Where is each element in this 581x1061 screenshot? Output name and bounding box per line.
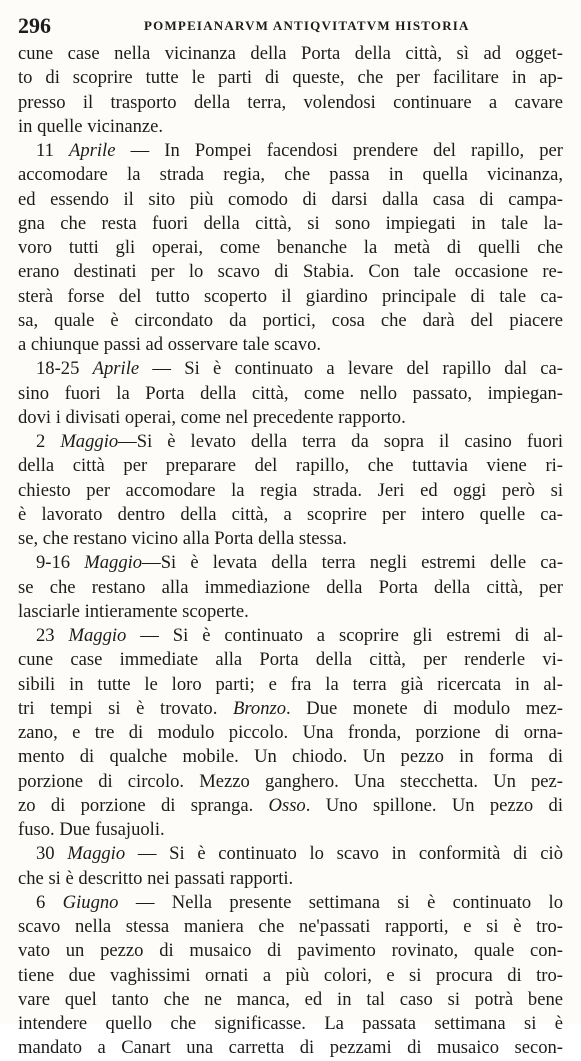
text-line bbox=[18, 527, 563, 551]
text-line bbox=[18, 42, 563, 66]
text-span: cune case nella vicinanza della Porta della città, sì ad ogget- bbox=[18, 43, 563, 64]
paragraph bbox=[18, 842, 563, 891]
text-span: zo di porzione di spranga. bbox=[18, 794, 269, 816]
text-line bbox=[18, 236, 563, 260]
text-line bbox=[18, 479, 563, 503]
text-span: — Si è continuato a levare del rapillo dal ca- bbox=[139, 358, 563, 380]
text-span: presso il trasporto della terra, volendosi continuare a cavare bbox=[18, 91, 563, 113]
text-span: — In Pompei facendosi prendere del rapillo, per bbox=[115, 140, 563, 161]
text-span: to di scoprire tutte le parti di queste, che per facilitare in ap- bbox=[18, 67, 563, 89]
text-span: —Si è levata della terra negli estremi delle ca- bbox=[142, 552, 563, 574]
text-span: sibili in tutte le loro parti; e fra la terra già ricercata in al- bbox=[18, 673, 563, 695]
text-line bbox=[18, 454, 563, 478]
text-line bbox=[18, 939, 563, 963]
text-line bbox=[18, 600, 563, 624]
body-text bbox=[18, 42, 563, 1061]
text-line bbox=[18, 648, 563, 672]
text-line bbox=[18, 260, 563, 284]
text-line bbox=[18, 285, 563, 309]
text-span: zano, e tre di modulo piccolo. Una fronda, porzione di orna- bbox=[18, 722, 563, 743]
text-line bbox=[18, 163, 563, 187]
text-line bbox=[18, 770, 563, 794]
text-span: intendere quello che significasse. La passata settimana si è bbox=[18, 1013, 563, 1034]
text-span: fuso. Due fusajuoli. bbox=[18, 819, 165, 840]
text-line bbox=[18, 1012, 563, 1036]
paragraph bbox=[18, 42, 563, 139]
text-span: della città per preparare del rapillo, che tuttavia viene ri- bbox=[18, 455, 563, 477]
text-span: sa, quale è circondato da portici, cosa che darà del piacere bbox=[18, 309, 563, 331]
text-span: — Si è continuato lo scavo in conformità di ciò bbox=[125, 843, 563, 865]
text-span: chiesto per accomodare la regia strada. Jeri ed oggi però si bbox=[18, 479, 563, 501]
text-line bbox=[18, 212, 563, 236]
text-span: gna che resta fuori della città, si sono impiegati in tale la- bbox=[18, 212, 563, 234]
text-span: lasciarle intieramente scoperte. bbox=[18, 600, 249, 622]
text-line bbox=[18, 333, 563, 357]
text-span: 23 bbox=[36, 625, 69, 646]
paragraph bbox=[18, 624, 563, 842]
entry-date: Maggio bbox=[67, 843, 126, 865]
text-line bbox=[18, 915, 563, 939]
text-span: sterà forse del tutto scoperto il giardino principale di tale ca- bbox=[18, 285, 563, 307]
paragraph bbox=[18, 551, 563, 624]
text-line bbox=[18, 139, 563, 163]
text-span: 6 bbox=[36, 891, 63, 913]
text-line bbox=[18, 430, 563, 454]
text-span: sino fuori la Porta della città, come nello passato, impiegan- bbox=[18, 382, 563, 404]
text-span: — Nella presente settimana si è continuato lo bbox=[118, 891, 563, 913]
text-line bbox=[18, 503, 563, 527]
text-line bbox=[18, 891, 563, 915]
text-span: se, che restano vicino alla Porta della stessa. bbox=[18, 528, 347, 549]
paragraph bbox=[18, 357, 563, 430]
text-span: 11 bbox=[36, 140, 69, 161]
page-header bbox=[18, 13, 563, 39]
text-line bbox=[18, 91, 563, 115]
entry-date: Giugno bbox=[62, 891, 119, 913]
text-span: erano destinati per lo scavo di Stabia. Con tale occasione re- bbox=[18, 261, 563, 283]
text-span: tiene due vaghissimi ornati a più colori, e si procura di tro- bbox=[18, 964, 563, 986]
text-line bbox=[18, 697, 563, 721]
entry-date: Maggio bbox=[84, 552, 143, 574]
text-span: 9-16 bbox=[36, 552, 85, 574]
entry-date: Aprile bbox=[69, 140, 116, 161]
text-span: mandato a Canart una carretta di pezzami di musaico secon- bbox=[18, 1037, 563, 1059]
text-span: 2 bbox=[36, 431, 61, 452]
text-span: vato un pezzo di musaico di pavimento rovinato, quale con- bbox=[18, 940, 563, 962]
text-line bbox=[18, 673, 563, 697]
text-span: 18-25 bbox=[36, 358, 93, 380]
text-line bbox=[18, 406, 563, 430]
text-line bbox=[18, 721, 563, 745]
text-span: dovi i divisati operai, come nel precedente rapporto. bbox=[18, 406, 406, 428]
entry-date: Maggio bbox=[60, 431, 119, 452]
text-line bbox=[18, 988, 563, 1012]
text-line bbox=[18, 551, 563, 575]
text-line bbox=[18, 964, 563, 988]
text-span: — Si è continuato a scoprire gli estremi di al- bbox=[126, 625, 563, 646]
text-span: mento di qualche mobile. Un chiodo. Un pezzo in forma di bbox=[18, 746, 563, 768]
text-span: tri tempi si è trovato. bbox=[18, 697, 233, 719]
text-span: vare quel tanto che ne manca, ed in tal caso si potrà bene bbox=[18, 988, 563, 1010]
running-head: POMPEIANARVM ANTIQVITATVM HISTORIA bbox=[144, 18, 470, 33]
text-span: cune case immediate alla Porta della città, per renderle vi- bbox=[18, 649, 563, 671]
text-line bbox=[18, 842, 563, 866]
text-line bbox=[18, 576, 563, 600]
text-span: scavo nella stessa maniera che ne'passati rapporti, e si è tro- bbox=[18, 916, 563, 937]
text-line bbox=[18, 309, 563, 333]
text-line bbox=[18, 115, 563, 139]
text-span: . Uno spillone. Un pezzo di bbox=[305, 794, 563, 816]
paragraph bbox=[18, 139, 563, 357]
text-span: in quelle vicinanze. bbox=[18, 115, 164, 137]
text-line bbox=[18, 818, 563, 842]
text-span: che si è descritto nei passati rapporti. bbox=[18, 867, 294, 889]
text-span: ed essendo il sito più comodo di darsi dalla casa di campa- bbox=[18, 188, 563, 210]
text-span: . Due monete di modulo mez- bbox=[286, 697, 563, 719]
text-line bbox=[18, 1036, 563, 1060]
text-line bbox=[18, 66, 563, 90]
paragraph bbox=[18, 891, 563, 1061]
text-line bbox=[18, 382, 563, 406]
text-span: 30 bbox=[36, 843, 68, 865]
text-line bbox=[18, 867, 563, 891]
text-span: —Si è levato della terra da sopra il casino fuori bbox=[118, 431, 563, 452]
text-line bbox=[18, 357, 563, 381]
material-heading: Bronzo bbox=[233, 697, 287, 719]
entry-date: Maggio bbox=[68, 625, 127, 646]
paragraph bbox=[18, 430, 563, 551]
text-span: a chiunque passi ad osservare tale scavo. bbox=[18, 334, 322, 355]
text-span: porzione di circolo. Mezzo ganghero. Una stecchetta. Un pez- bbox=[18, 770, 563, 792]
material-heading: Osso bbox=[268, 794, 306, 816]
text-line bbox=[18, 794, 563, 818]
text-span: se che restano alla immediazione della Porta della città, per bbox=[18, 576, 563, 598]
text-span: accomodare la strada regia, che passa in quella vicinanza, bbox=[18, 164, 563, 186]
text-line bbox=[18, 188, 563, 212]
entry-date: Aprile bbox=[92, 358, 140, 380]
page-number: 296 bbox=[18, 13, 51, 38]
text-line bbox=[18, 745, 563, 769]
text-span: voro tutti gli operai, come benanche la metà di quelli che bbox=[18, 237, 563, 258]
text-line bbox=[18, 624, 563, 648]
text-span: è lavorato dentro della città, a scoprire per intero quelle ca- bbox=[18, 503, 563, 525]
